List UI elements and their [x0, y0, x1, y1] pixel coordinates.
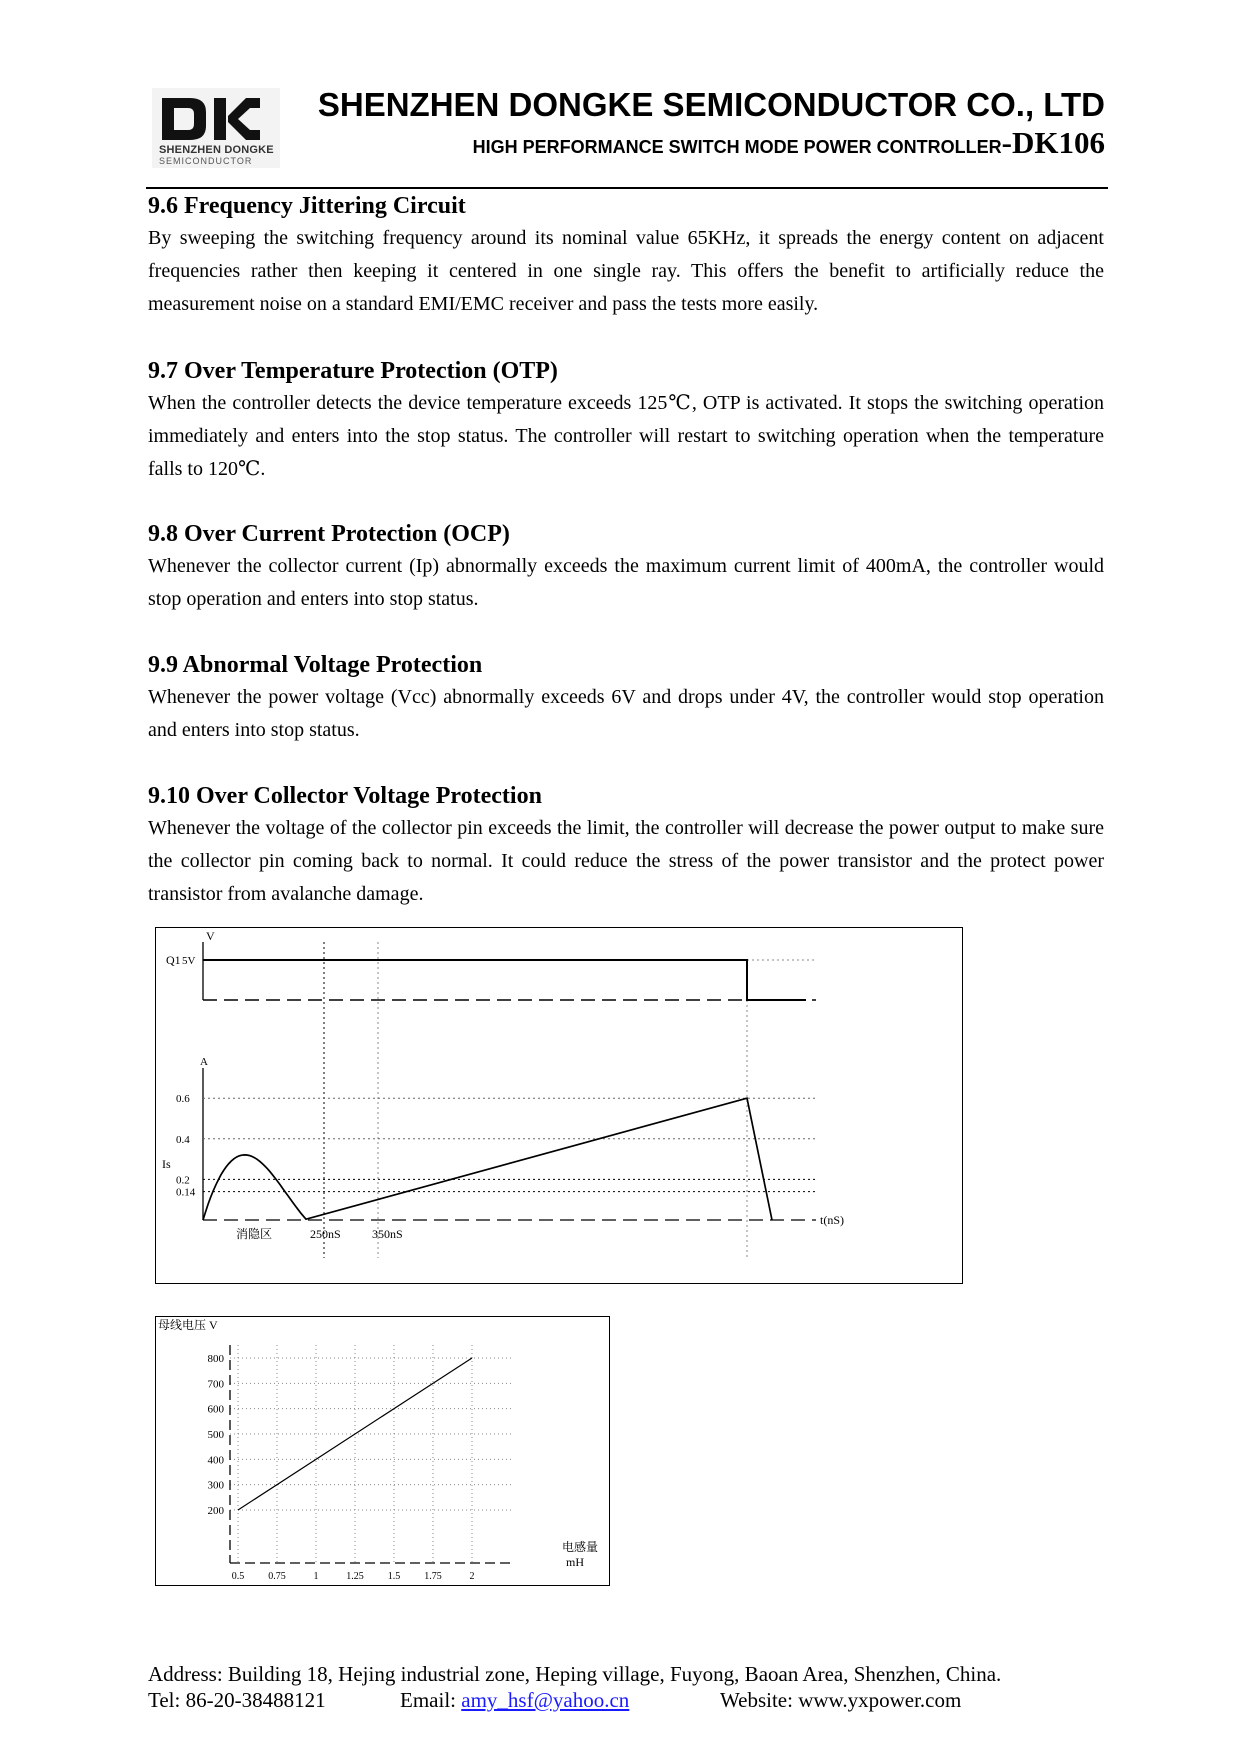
- q1-axis-label: V: [206, 929, 215, 943]
- x-tick-label: 1.5: [387, 1571, 401, 1582]
- chart-grid: [230, 1345, 514, 1563]
- q1-label: Q1: [166, 953, 181, 967]
- footer-email-label: Email:: [400, 1688, 462, 1712]
- y-tick-label: 400: [207, 1454, 224, 1467]
- footer-email: [400, 1688, 629, 1713]
- section-title: 9.7 Over Temperature Protection (OTP): [148, 358, 558, 384]
- y-tick-label: 800: [207, 1353, 224, 1365]
- y-tick-label: 600: [207, 1403, 224, 1416]
- voltage-inductance-chart: [155, 1316, 610, 1586]
- header-divider: [146, 187, 1108, 189]
- axis-ticks: [208, 1353, 475, 1582]
- section-title: 9.6 Frequency Jittering Circuit: [148, 193, 466, 219]
- is-axis-label: A: [200, 1056, 208, 1068]
- section-title: 9.8 Over Current Protection (OCP): [148, 521, 510, 547]
- y-axis-title: 母线电压 V: [158, 1318, 218, 1332]
- section-body: By sweeping the switching frequency around its nominal value 65KHz, it spreads the energy content on adjacent frequencies rather then keeping it centered in one single ray. This offers the benefit to artificially reduce the measurement noise on a standard EMI/EMC receiver and pass the tests more easily.: [148, 227, 1104, 315]
- is-tick-label: 0.2: [176, 1174, 190, 1187]
- section-body: When the controller detects the device temperature exceeds 125℃, OTP is activated. It stops the switching operation immediately and enters into the stop status. The controller will restart to switching operation when the temperature falls to 120℃.: [148, 392, 1104, 480]
- q1-trace: [203, 960, 806, 1000]
- x-tick-label: 2: [469, 1571, 475, 1582]
- dk-logo-icon: [160, 94, 260, 144]
- timing-waveform-svg: [156, 928, 962, 1283]
- is-tick-group: [176, 1093, 816, 1198]
- y-tick-label: 700: [207, 1378, 224, 1391]
- logo-subtext: SEMICONDUCTOR: [159, 156, 253, 166]
- is-current-trace: [203, 1098, 772, 1220]
- email-link[interactable]: amy_hsf@yahoo.cn: [461, 1688, 630, 1712]
- x-axis-title-top: 电感量: [562, 1540, 599, 1554]
- subtitle-model: -DK106: [1001, 125, 1105, 160]
- timing-waveform-chart: [155, 927, 963, 1284]
- time-label-250ns: 250nS: [310, 1227, 341, 1241]
- x-axis-title: mH: [566, 1555, 584, 1569]
- y-tick-label: 500: [207, 1429, 224, 1441]
- footer-website: Website: www.yxpower.com: [720, 1688, 962, 1712]
- y-tick-label: 200: [207, 1505, 224, 1517]
- section-over-collector-voltage: [148, 780, 1104, 911]
- time-label-350ns: 350nS: [372, 1227, 403, 1241]
- is-tick-label: 0.6: [176, 1093, 190, 1106]
- time-axis-label: t(nS): [820, 1213, 844, 1227]
- section-body: Whenever the power voltage (Vcc) abnormally exceeds 6V and drops under 4V, the controller would stop operation and enters into stop status.: [148, 686, 1104, 741]
- x-tick-label: 0.5: [231, 1571, 245, 1582]
- company-name: SHENZHEN DONGKE SEMICONDUCTOR CO., LTD: [317, 86, 1105, 123]
- blanking-zone-label: 消隐区: [236, 1227, 273, 1241]
- section-otp: [148, 355, 1104, 486]
- section-title: 9.9 Abnormal Voltage Protection: [148, 652, 483, 678]
- x-tick-label: 1.75: [424, 1571, 442, 1582]
- logo-text: SHENZHEN DONGKE: [159, 144, 274, 156]
- x-tick-label: 0.75: [268, 1571, 286, 1582]
- section-body: Whenever the voltage of the collector pin exceeds the limit, the controller will decrease the power output to make sure the collector pin coming back to normal. It could reduce the stress of the power transistor and the protect power transistor from avalanche damage.: [148, 817, 1104, 905]
- subtitle-prefix: HIGH PERFORMANCE SWITCH MODE POWER CONTROLLER: [472, 137, 1002, 157]
- voltage-inductance-svg: [156, 1317, 609, 1585]
- q1-level-label: 5V: [182, 955, 196, 967]
- section-title: 9.10 Over Collector Voltage Protection: [148, 783, 542, 809]
- section-body: Whenever the collector current (Ip) abnormally exceeds the maximum current limit of 400mA, the controller would stop operation and enters into stop status.: [148, 555, 1104, 610]
- x-tick-label: 1: [313, 1571, 319, 1582]
- company-logo: [152, 88, 280, 168]
- section-ocp: [148, 518, 1104, 616]
- is-label: Is: [162, 1157, 171, 1171]
- is-tick-label: 0.4: [176, 1133, 190, 1146]
- footer-tel: Tel: 86-20-38488121: [148, 1688, 326, 1712]
- x-tick-label: 1.25: [346, 1571, 364, 1582]
- is-tick-label: 0.14: [176, 1186, 196, 1199]
- section-frequency-jittering: [148, 190, 1104, 321]
- y-tick-label: 300: [207, 1479, 224, 1492]
- document-subtitle: [473, 125, 1105, 161]
- voltage-series-line: [238, 1358, 472, 1510]
- footer-address: Address: Building 18, Hejing industrial zone, Heping village, Fuyong, Baoan Area, Shenzhen, China.: [148, 1662, 1002, 1686]
- section-abnormal-voltage: [148, 649, 1104, 747]
